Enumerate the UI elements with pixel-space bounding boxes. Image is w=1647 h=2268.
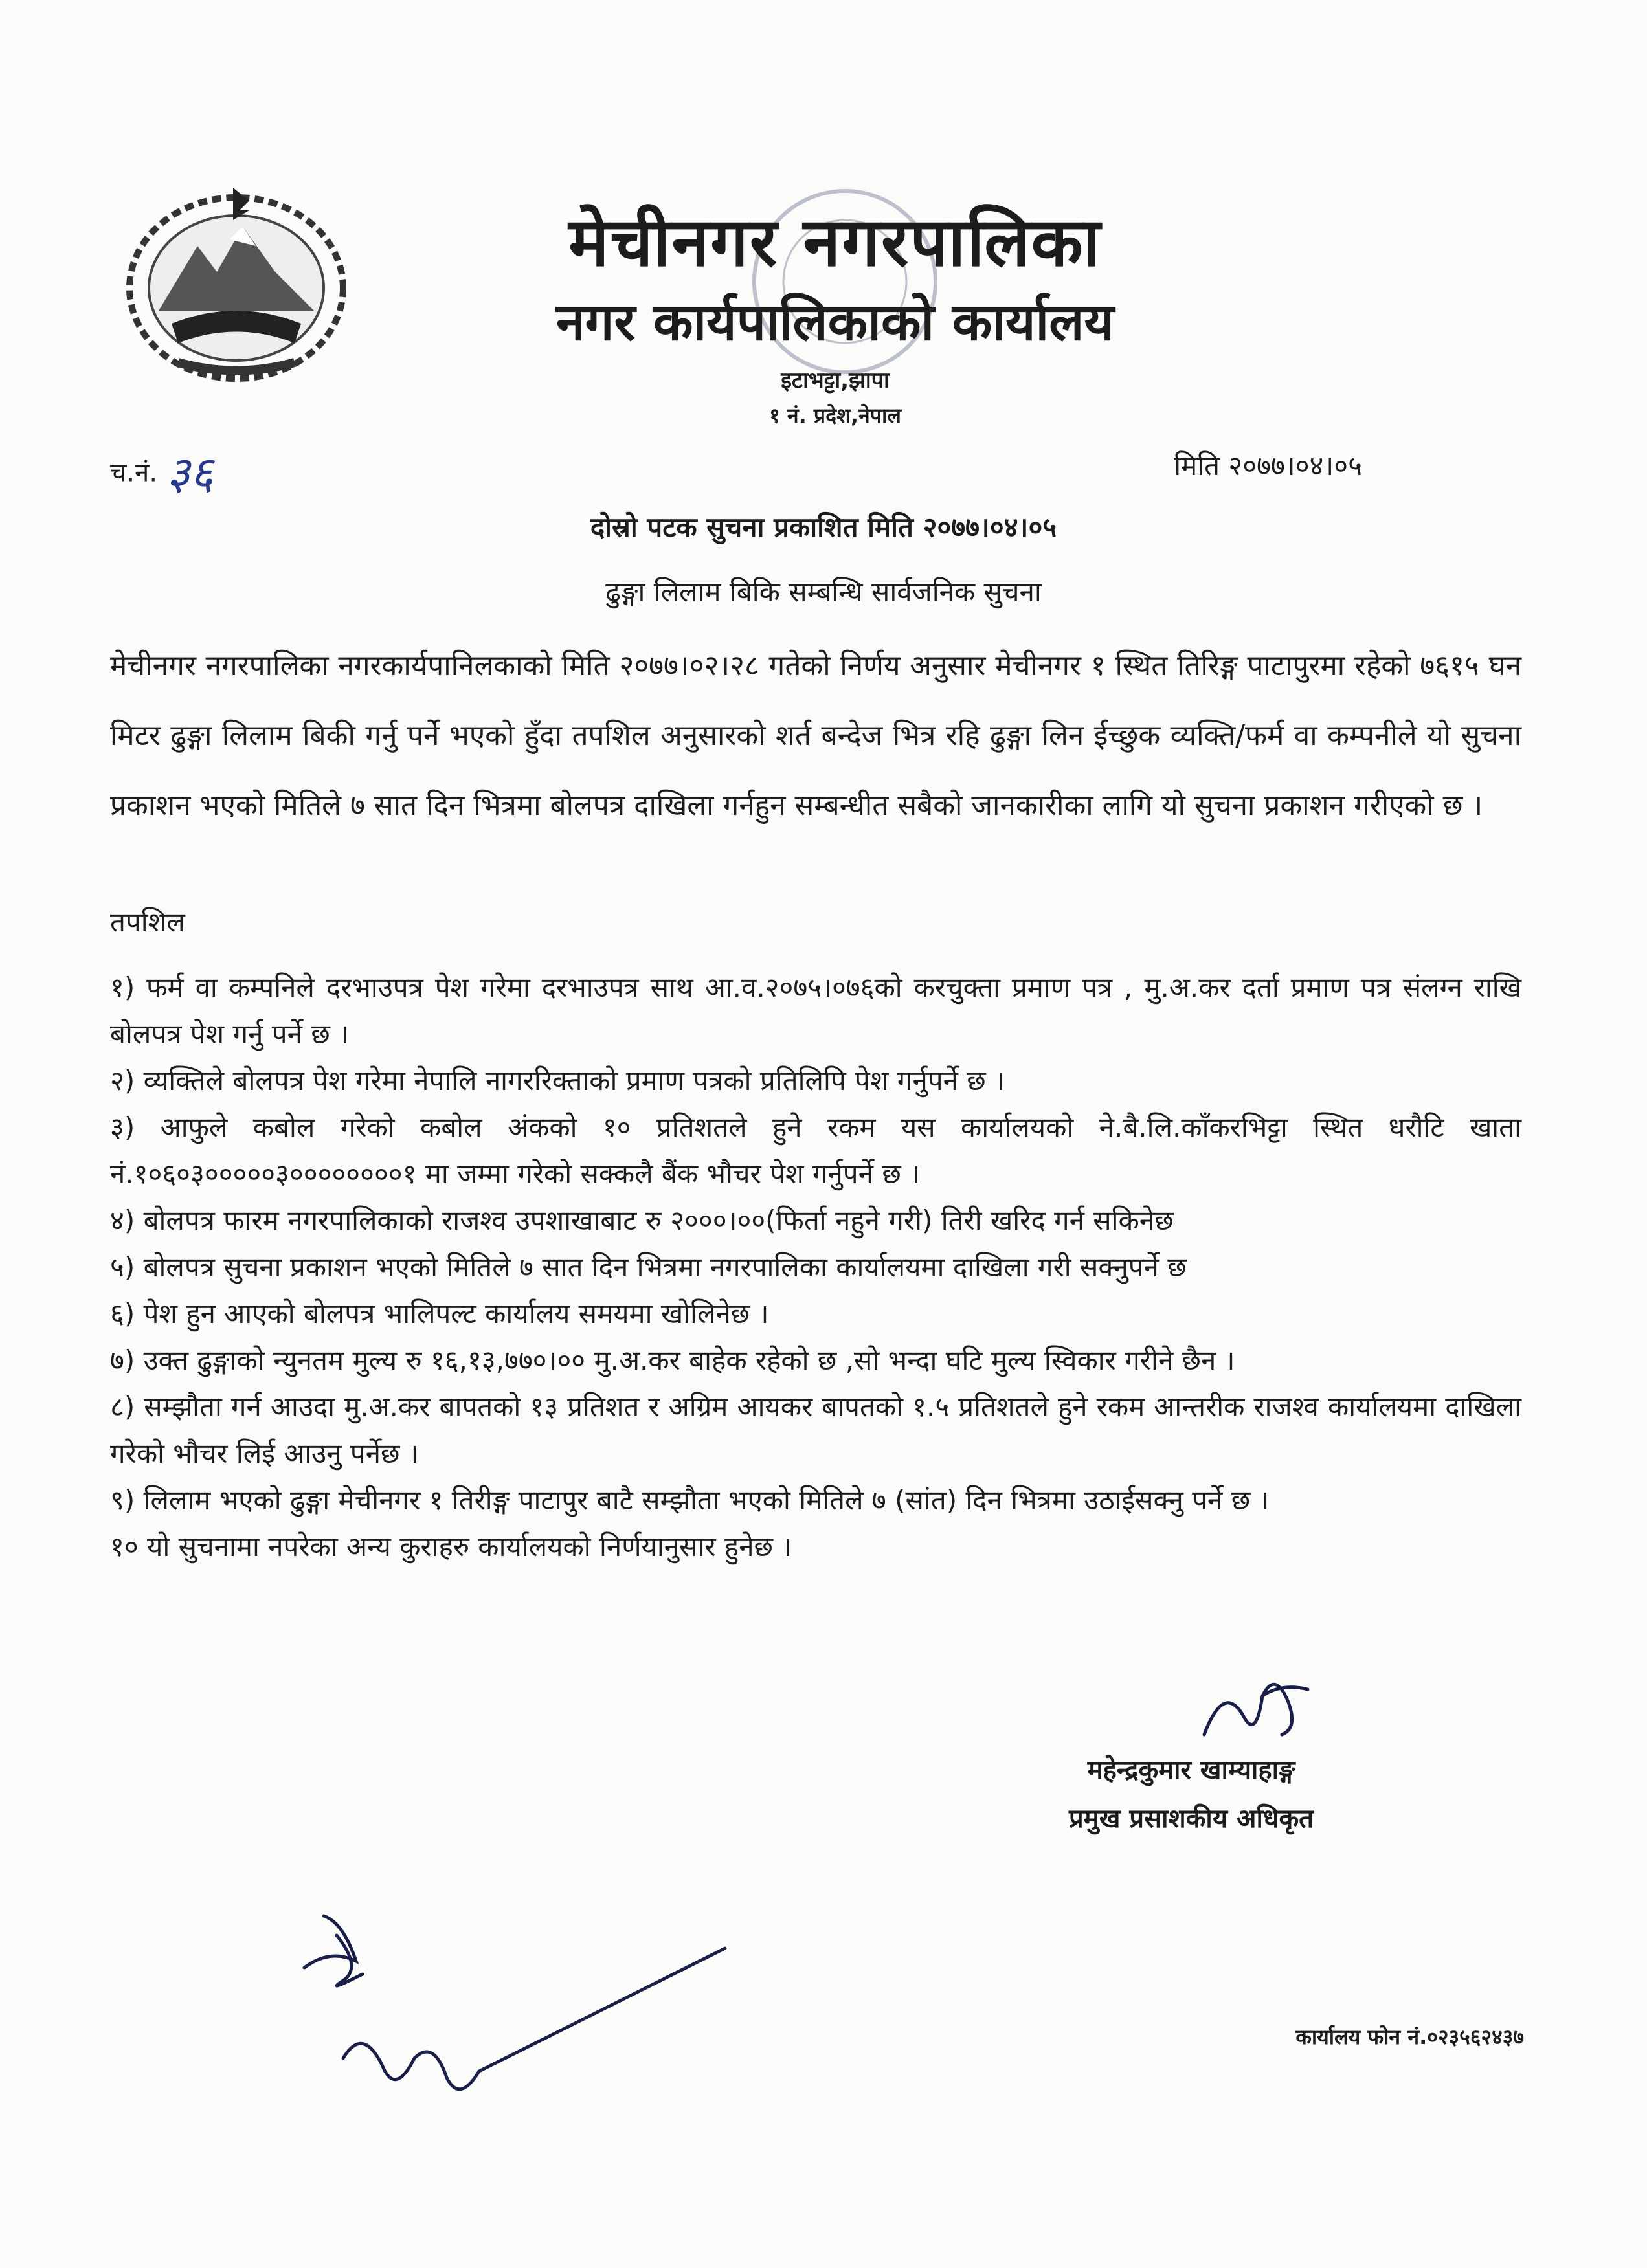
office-location: इटाभट्टा,झापा [781, 368, 890, 394]
office-phone: कार्यालय फोन नं.०२३५६२४३७ [1295, 2025, 1524, 2049]
condition-item: ३) आफुले कबोल गरेको कबोल अंकको १० प्रतिशतले हुने रकम यस कार्यालयको ने.बै.लि.काँकरभिट्टा स्थित धरौटि खाता नं.१०६०३०००००३००००००००१ मा जम्मा गरेको सक्कलै बैंक भौचर पेश गर्नुपर्ने छ । [110, 1111, 1521, 1190]
office-province: १ नं. प्रदेश,नेपाल [769, 403, 901, 428]
reference-number [110, 440, 214, 502]
office-name: नगर कार्यपालिकाको कार्यालय [556, 292, 1114, 352]
condition-item: ७) उक्त ढुङ्गाको न्युनतम मुल्य रु १६,१३,७७०।०० मु.अ.कर बाहेक रहेको छ ,सो भन्दा घटि मुल्य स्विकार गरीने छैन । [110, 1344, 1235, 1376]
reference-label: च.नं. [110, 458, 158, 488]
signatory-title: प्रमुख प्रसाशकीय अधिकृत [1069, 1804, 1314, 1834]
handwritten-initials-icon [285, 1909, 751, 2117]
notice-intro: मेचीनगर नगरपालिका नगरकार्यपानिलकाको मिति २०७७।०२।२८ गतेको निर्णय अनुसार मेचीनगर १ स्थित तिरिङ्ग पाटापुरमा रहेको ७६१५ घन मिटर ढुङ्गा लिलाम बिकी गर्नु पर्ने भएको हुँदा तपशिल अनुसारको शर्त बन्देज भित्र रहि ढुङ्गा लिन ईच्छुक व्यक्ति/फर्म वा कम्पनीले यो सुचना प्रकाशन भएको मितिले ७ सात दिन भित्रमा बोलपत्र दाखिला गर्नहुन सम्बन्धीत सबैको जानकारीका लागि यो सुचना प्रकाशन गरीएको छ । [110, 649, 1521, 822]
condition-item: १) फर्म वा कम्पनिले दरभाउपत्र पेश गरेमा दरभाउपत्र साथ आ.व.२०७५।०७६को करचुक्ता प्रमाण पत्र , मु.अ.कर दर्ता प्रमाण पत्र संलग्न राखि बोलपत्र पेश गर्नु पर्ने छ । [110, 972, 1521, 1050]
condition-item: ४) बोलपत्र फारम नगरपालिकाको राजश्व उपशाखाबाट रु २०००।००(फिर्ता नहुने गरी) तिरी खरिद गर्न सकिनेछ [110, 1205, 1174, 1236]
reference-value: ३६ [166, 447, 214, 500]
notice-subject: ढुङ्गा लिलाम बिकि सम्बन्धि सार्वजनिक सुचना [605, 576, 1042, 608]
signatory-name: महेन्द्रकुमार खाम्याहाङ्ग [1087, 1755, 1295, 1785]
letter-date: मिति २०७७।०४।०५ [1174, 450, 1362, 482]
nepal-emblem-icon [120, 175, 353, 388]
signature-icon [1185, 1657, 1321, 1754]
org-name: मेचीनगर नगरपालिका [568, 203, 1102, 282]
condition-item: ६) पेश हुन आएको बोलपत्र भालिपल्ट कार्यालय समयमा खोलिनेछ । [110, 1298, 769, 1329]
condition-item: ५) बोलपत्र सुचना प्रकाशन भएको मितिले ७ सात दिन भित्रमा नगरपालिका कार्यालयमा दाखिला गरी सक्नुपर्ने छ [110, 1251, 1187, 1283]
conditions-list [110, 964, 1521, 1570]
condition-item: १० यो सुचनामा नपरेका अन्य कुराहरु कार्यालयको निर्णयानुसार हुनेछ । [110, 1531, 792, 1562]
details-heading: तपशिल [110, 906, 185, 938]
publication-date: दोस्रो पटक सुचना प्रकाशित मिति २०७७।०४।०५ [590, 511, 1057, 543]
condition-item: ८) सम्झौता गर्न आउदा मु.अ.कर बापतको १३ प्रतिशत र अग्रिम आयकर बापतको १.५ प्रतिशतले हुने रकम आन्तरीक राजश्व कार्यालयमा दाखिला गरेको भौचर लिई आउनु पर्नेछ । [110, 1391, 1521, 1469]
condition-item: ९) लिलाम भएको ढुङ्गा मेचीनगर १ तिरीङ्ग पाटापुर बाटै सम्झौता भएको मितिले ७ (सांत) दिन भित्रमा उठाईसक्नु पर्ने छ । [110, 1484, 1270, 1516]
condition-item: २) व्यक्तिले बोलपत्र पेश गरेमा नेपालि नागररिक्ताको प्रमाण पत्रको प्रतिलिपि पेश गर्नुपर्ने छ । [110, 1065, 1005, 1096]
